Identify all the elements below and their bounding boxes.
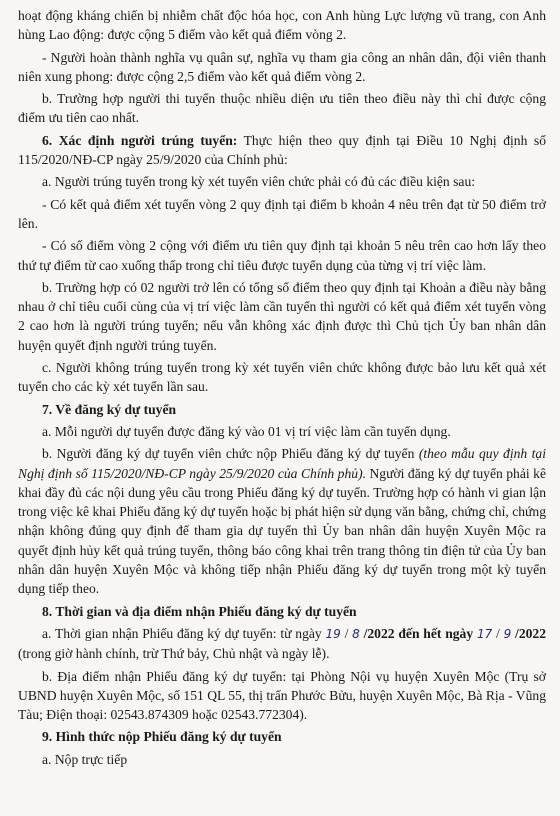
section-8-a-bold-2: /2022	[511, 625, 547, 641]
section-7-b-text-1: b. Người đăng ký dự tuyển viên chức nộp Phiếu đăng ký dự tuyển	[42, 446, 419, 462]
section-7-b	[18, 444, 546, 598]
section-9-title: 9. Hình thức nộp Phiếu đăng ký dự tuyển	[42, 729, 282, 745]
section-8-title: 8. Thời gian và địa điểm nhận Phiếu đăng ký dự tuyển	[42, 603, 357, 619]
section-7-b-text-2: Người đăng ký dự tuyển phải kê khai đầy đủ các nội dung yêu cầu trong Phiếu đăng ký dự tuyển. Trường hợp có hành vi gian lận trong việc kê khai Phiếu đăng ký dự tuyển hoặc bị phát hiện sử dụng văn bằng, chứng chỉ, chứng nhận không đúng quy định để tham gia dự tuyển thì Ủy ban nhân dân huyện Xuyên Mộc ra quyết định hủy kết quả trúng tuyển, thông báo công khai trên trang thông tin điện tử của Ủy ban nhân dân huyện Xuyên Mộc và không tiếp nhận Phiếu đăng ký dự tuyển trong một kỳ tuyển dụng tiếp theo.	[18, 465, 546, 597]
section-6-a-2: - Có số điểm vòng 2 cộng với điểm ưu tiên quy định tại khoản 5 nêu trên cao hơn lấy theo thứ tự điểm từ cao xuống thấp trong chỉ tiêu được tuyển dụng của từng vị trí việc làm.	[18, 238, 546, 273]
section-7-b-italic: (theo mẫu quy định tại Nghị định số 115/2020/NĐ-CP ngày 25/9/2020 của Chính phủ).	[18, 446, 546, 481]
handwritten-start-month: 8	[352, 626, 360, 641]
paragraph-priority-military: - Người hoàn thành nghĩa vụ quân sự, nghĩa vụ tham gia công an nhân dân, đội viên thanh niên xung phong: được cộng 2,5 điểm vào kết quả điểm vòng 2.	[18, 49, 546, 84]
handwritten-end-month: 9	[503, 626, 512, 641]
date-separator: /	[340, 625, 353, 641]
paragraph-priority-heroes: hoạt động kháng chiến bị nhiễm chất độc hóa học, con Anh hùng Lực lượng vũ trang, con Anh hùng Lao động: được cộng 5 điểm vào kết quả điểm vòng 2.	[18, 8, 546, 43]
section-8-a-bold-1: /2022 đến hết ngày	[359, 625, 477, 641]
section-8-b: b. Địa điểm nhận Phiếu đăng ký dự tuyển: tại Phòng Nội vụ huyện Xuyên Mộc (Trụ sở UBND huyện Xuyên Mộc, số 151 QL 55, thị trấn Phước Bửu, huyện Xuyên Mộc, Bà Rịa - Vũng Tàu; Điện thoại: 02543.874309 hoặc 02543.772304).	[18, 668, 546, 723]
section-8-a-text-2: (trong giờ hành chính, trừ Thứ bảy, Chủ nhật và ngày lễ).	[18, 646, 330, 662]
section-9-a: a. Nộp trực tiếp	[42, 751, 128, 767]
section-6-c: c. Người không trúng tuyển trong kỳ xét tuyển viên chức không được bảo lưu kết quả xét tuyển cho các kỳ xét tuyển lần sau.	[18, 360, 546, 395]
section-6	[18, 131, 546, 170]
section-6-intro: Thực hiện theo quy định tại Điều 10 Nghị định số 115/2020/NĐ-CP ngày 25/9/2020 của Chính phủ:	[18, 132, 546, 168]
date-separator: /	[492, 625, 504, 641]
handwritten-start-day: 19	[325, 626, 341, 641]
paragraph-priority-multiple: b. Trường hợp người thi tuyển thuộc nhiều diện ưu tiên theo điều này thì chỉ được cộng điểm ưu tiên cao nhất.	[18, 91, 546, 126]
section-7-a: a. Mỗi người dự tuyển được đăng ký vào 01 vị trí việc làm cần tuyển dụng.	[42, 423, 451, 439]
section-8-a-text-1: a. Thời gian nhận Phiếu đăng ký dự tuyển: từ ngày	[42, 625, 326, 641]
section-6-title: 6. Xác định người trúng tuyển:	[42, 132, 238, 148]
section-7-title: 7. Về đăng ký dự tuyển	[42, 401, 177, 417]
section-6-b: b. Trường hợp có 02 người trở lên có tổng số điểm theo quy định tại Khoản a điều này bằng nhau ở chỉ tiêu cuối cùng của vị trí việc làm cần tuyển thì người có kết quả điểm xét tuyển vòng 2 cao hơn là người trúng tuyển; nếu vẫn không xác định được thì Chủ tịch Ủy ban nhân dân huyện quyết định người trúng tuyển.	[18, 279, 546, 353]
section-6-a-1: - Có kết quả điểm xét tuyển vòng 2 quy định tại điểm b khoản 4 nêu trên đạt từ 50 điểm trở lên.	[18, 196, 546, 231]
section-8-a	[18, 624, 546, 664]
handwritten-end-day: 17	[476, 626, 493, 641]
section-6-a: a. Người trúng tuyển trong kỳ xét tuyển viên chức phải có đủ các điều kiện sau:	[42, 174, 476, 190]
